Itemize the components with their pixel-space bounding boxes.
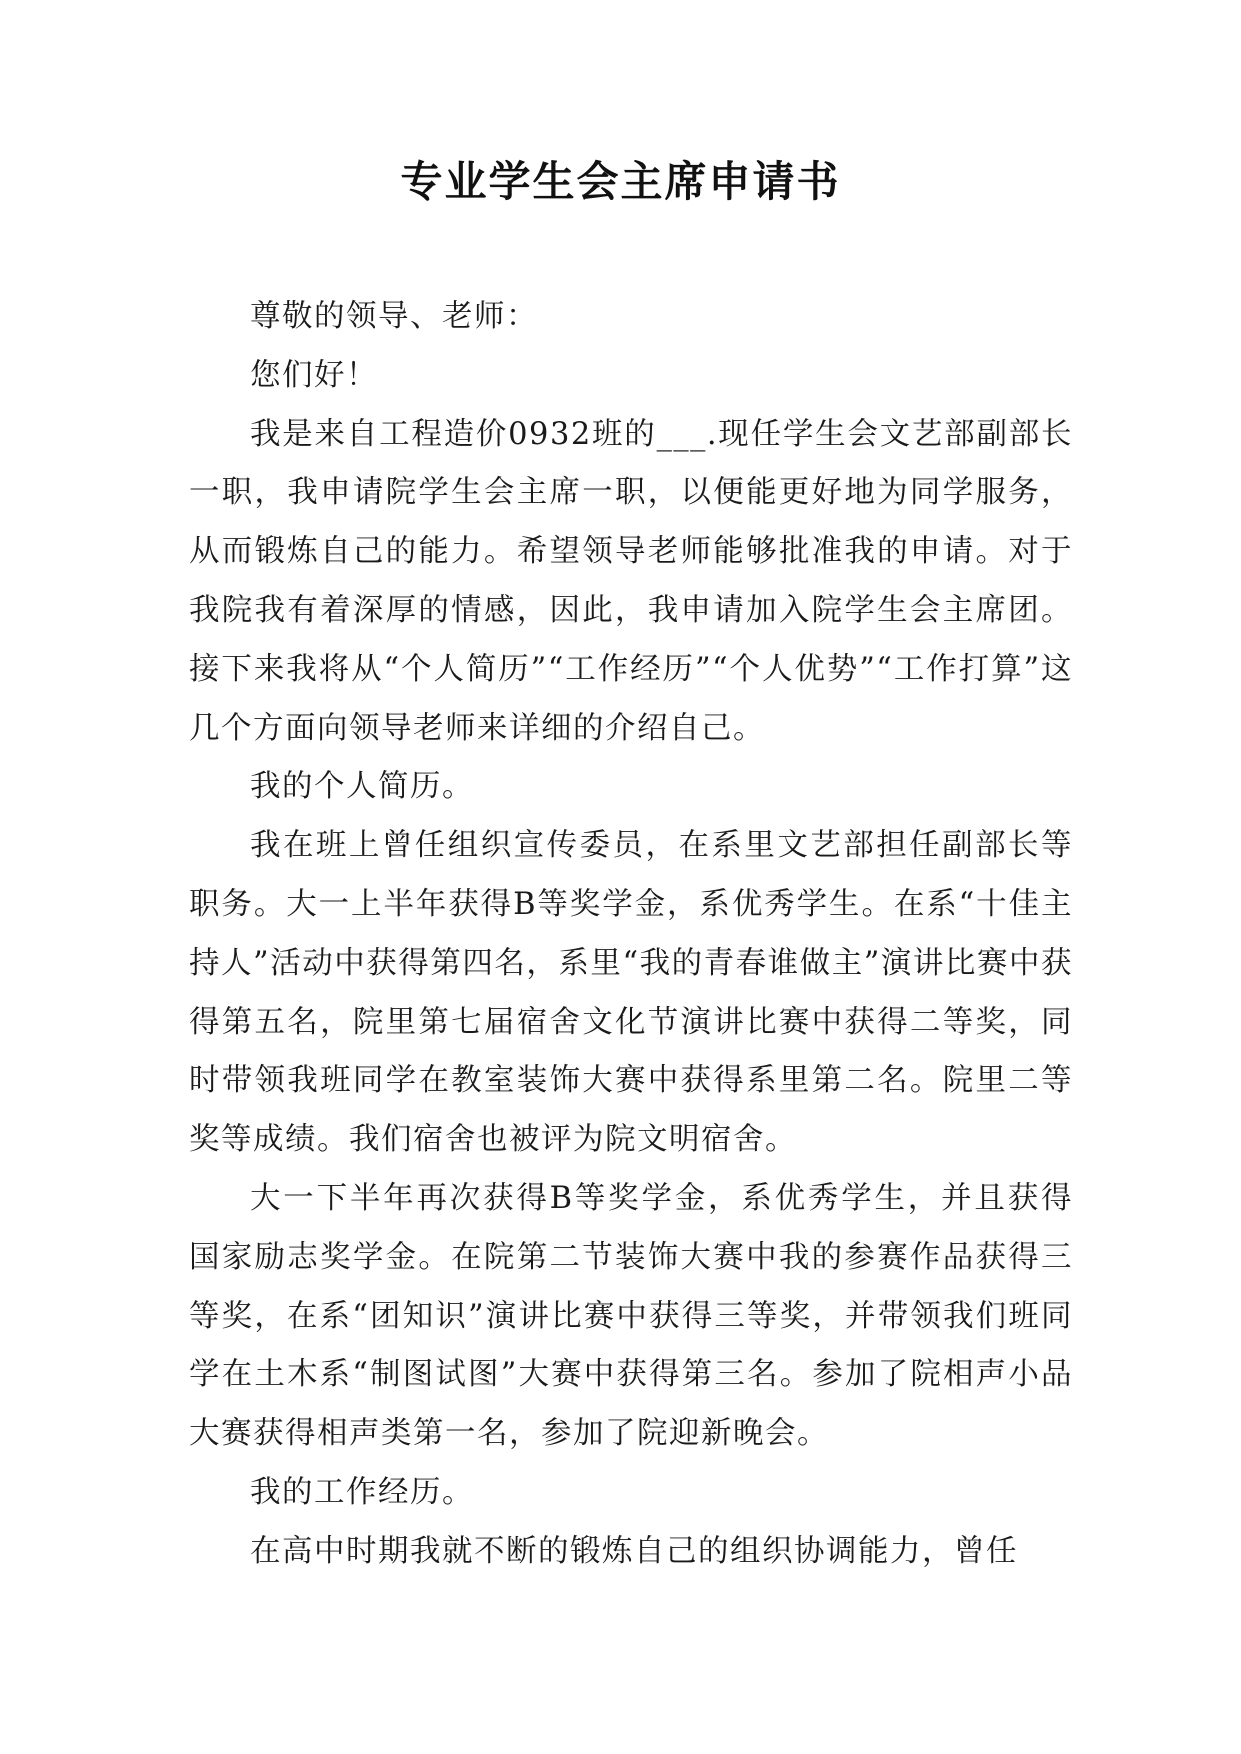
salutation: 尊敬的领导、老师： bbox=[250, 299, 538, 334]
document-body bbox=[189, 288, 1073, 1582]
greeting: 您们好！ bbox=[250, 357, 378, 393]
section-heading-resume: 我的个人简历。 bbox=[250, 769, 474, 805]
paragraph-introduction: 我是来自工程造价0932班的___.现任学生会文艺部副部长一职，我申请院学生会主席一职，以便能更好地为同学服务，从而锻炼自己的能力。希望领导老师能够批准我的申请。对于我院我有着深厚的情感，因此，我申请加入院学生会主席团。接下来我将从“个人简历”“工作经历”“个人优势”“工作打算”这几个方面向领导老师来详细的介绍自己。 bbox=[189, 416, 1073, 746]
document-title: 专业学生会主席申请书 bbox=[400, 157, 841, 206]
paragraph-work-experience: 在高中时期我就不断的锻炼自己的组织协调能力，曾任 bbox=[250, 1533, 1018, 1569]
section-heading-work-experience: 我的工作经历。 bbox=[250, 1474, 474, 1510]
paragraph-resume-first-half: 我在班上曾任组织宣传委员，在系里文艺部担任副部长等职务。大一上半年获得B等奖学金，系优秀学生。在系“十佳主持人”活动中获得第四名，系里“我的青春谁做主”演讲比赛中获得第五名，院里第七届宿舍文化节演讲比赛中获得二等奖，同时带领我班同学在教室装饰大赛中获得系里第二名。院里二等奖等成绩。我们宿舍也被评为院文明宿舍。 bbox=[189, 828, 1073, 1158]
paragraph-resume-second-half: 大一下半年再次获得B等奖学金，系优秀学生，并且获得国家励志奖学金。在院第二节装饰大赛中我的参赛作品获得三等奖，在系“团知识”演讲比赛中获得三等奖，并带领我们班同学在土木系“制图试图”大赛中获得第三名。参加了院相声小品大赛获得相声类第一名，参加了院迎新晚会。 bbox=[189, 1180, 1073, 1452]
